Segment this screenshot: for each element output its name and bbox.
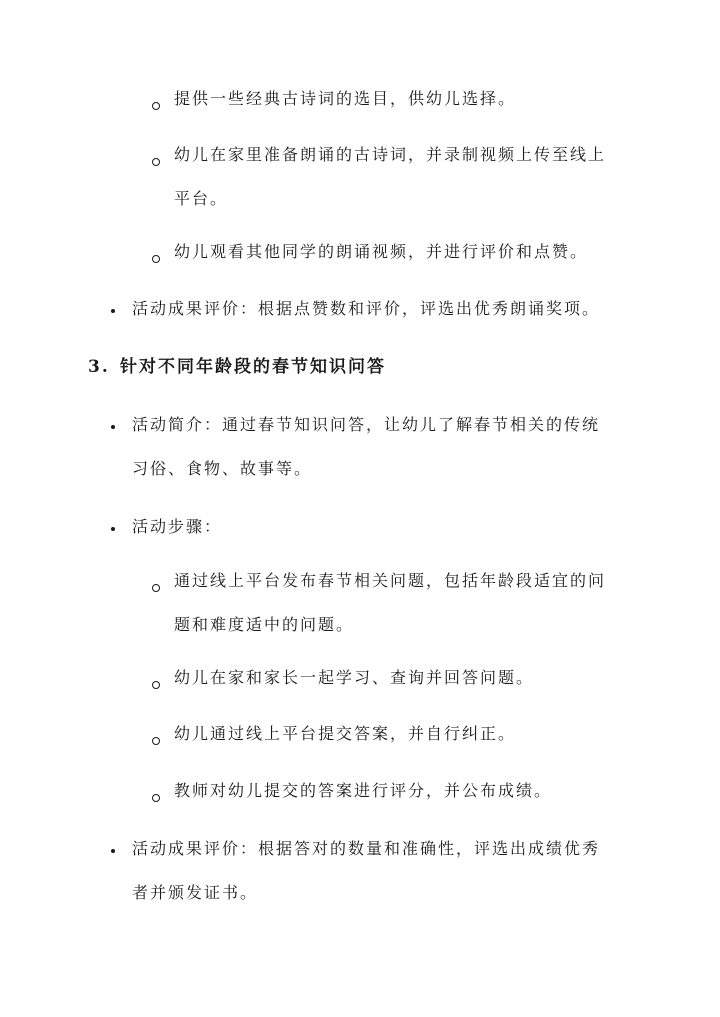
step-text-cont: 题和难度适中的问题。: [174, 615, 355, 634]
intro-text-cont: 习俗、食物、故事等。: [132, 459, 313, 478]
bullet-icon: [111, 849, 115, 853]
hollow-bullet-icon: [152, 794, 160, 802]
step-text: 幼儿在家和家长一起学习、查询并回答问题。: [174, 668, 535, 687]
steps-label: 活动步骤：: [132, 517, 223, 536]
sub-item-text: 幼儿在家里准备朗诵的古诗词，并录制视频上传至线上: [174, 145, 607, 164]
bullet-icon: [111, 309, 115, 313]
bullet-icon: [111, 527, 115, 531]
bullet-icon: [111, 425, 115, 429]
hollow-bullet-icon: [152, 737, 160, 745]
step-text: 教师对幼儿提交的答案进行评分，并公布成绩。: [174, 781, 553, 800]
section-number: 3.: [88, 357, 110, 377]
hollow-bullet-icon: [152, 681, 160, 689]
intro-text: 活动简介：通过春节知识问答，让幼儿了解春节相关的传统: [132, 415, 601, 434]
hollow-bullet-icon: [152, 255, 160, 263]
section-title: 针对不同年龄段的春节知识问答: [120, 357, 386, 377]
sub-item-text-cont: 平台。: [174, 189, 229, 208]
hollow-bullet-icon: [152, 102, 160, 110]
step-text: 通过线上平台发布春节相关问题，包括年龄段适宜的问: [174, 571, 607, 590]
hollow-bullet-icon: [152, 584, 160, 592]
evaluation-text: 活动成果评价：根据点赞数和评价，评选出优秀朗诵奖项。: [132, 299, 601, 318]
evaluation-text: 活动成果评价：根据答对的数量和准确性，评选出成绩优秀: [132, 839, 601, 858]
step-text: 幼儿通过线上平台提交答案，并自行纠正。: [174, 724, 517, 743]
sub-item-text: 提供一些经典古诗词的选目，供幼儿选择。: [174, 89, 517, 108]
hollow-bullet-icon: [152, 158, 160, 166]
evaluation-text-cont: 者并颁发证书。: [132, 883, 259, 902]
sub-item-text: 幼儿观看其他同学的朗诵视频，并进行评价和点赞。: [174, 242, 589, 261]
